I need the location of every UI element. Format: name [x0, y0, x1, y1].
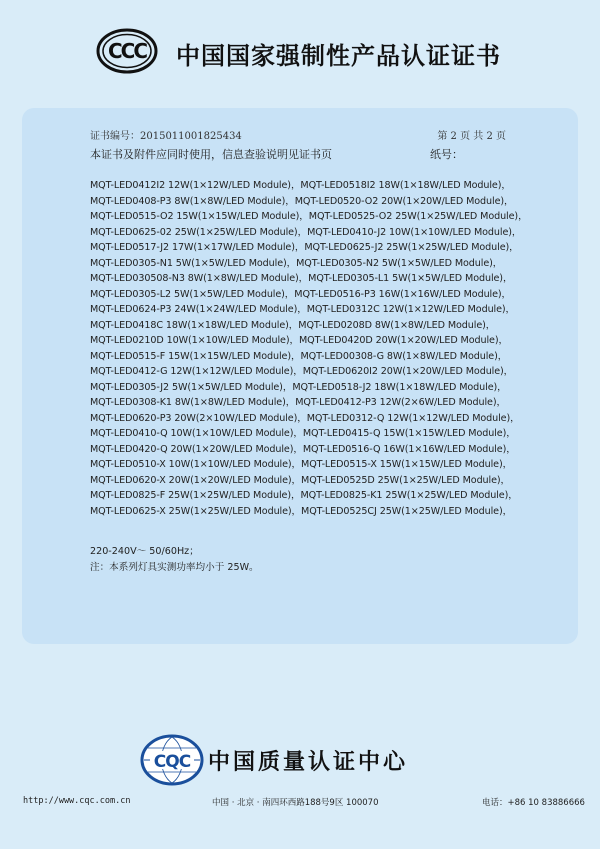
- organization-name: 中国质量认证中心: [208, 750, 409, 775]
- certificate-meta: [90, 127, 520, 143]
- model-line: MQT-LED0308-K1 8W(1×8W/LED Module)，MQT-LED0412-P3 12W(2×6W/LED Module)，: [90, 397, 506, 408]
- model-line: MQT-LED0515-O2 15W(1×15W/LED Module)，MQT-LED0525-O2 25W(1×25W/LED Module)，: [90, 211, 528, 222]
- certificate-note-line: [90, 146, 520, 162]
- model-line: MQT-LED0625-02 25W(1×25W/LED Module)，MQT-LED0410-J2 10W(1×10W/LED Module)，: [90, 226, 522, 238]
- telephone: 电话：+86 10 83886666: [482, 798, 585, 808]
- model-line: MQT-LED0305-L2 5W(1×5W/LED Module)，MQT-LED0516-P3 16W(1×16W/LED Module)，: [90, 288, 512, 300]
- model-line: MQT-LED0420-Q 20W(1×20W/LED Module)，MQT-LED0516-Q 16W(1×16W/LED Module)，: [90, 443, 516, 455]
- model-line: MQT-LED0305-N1 5W(1×5W/LED Module)，MQT-LED0305-N2 5W(1×5W/LED Module)，: [90, 257, 503, 269]
- model-list: [90, 178, 530, 519]
- certificate-header: [0, 0, 600, 100]
- usage-note: 本证书及附件应同时使用，信息查验说明见证书页: [90, 148, 332, 161]
- spec-block: [90, 544, 530, 575]
- svg-text:CCC: CCC: [107, 39, 147, 63]
- model-line: MQT-LED0418C 18W(1×18W/LED Module)，MQT-LED0208D 8W(1×8W/LED Module)，: [90, 319, 496, 331]
- model-line: MQT-LED0620-X 20W(1×20W/LED Module)，MQT-LED0525D 25W(1×25W/LED Module)，: [90, 474, 511, 486]
- ccc-logo-icon: [96, 28, 158, 74]
- model-line: MQT-LED0210D 10W(1×10W/LED Module)，MQT-LED0420D 20W(1×20W/LED Module)，: [90, 335, 508, 346]
- page-title: 中国国家强制性产品认证证书: [176, 42, 501, 70]
- cqc-logo-icon: [140, 734, 204, 786]
- model-line: MQT-LED0408-P3 8W(1×8W/LED Module)，MQT-LED0520-O2 20W(1×20W/LED Module)，: [90, 195, 514, 207]
- website-link[interactable]: http://www.cqc.com.cn: [23, 796, 131, 806]
- power-note: 注：本系列灯具实测功率均小于 25W。: [90, 561, 259, 573]
- model-line: MQT-LED030508-N3 8W(1×8W/LED Module)，MQT-LED0305-L1 5W(1×5W/LED Module)，: [90, 273, 513, 284]
- model-line: MQT-LED0305-J2 5W(1×5W/LED Module)，MQT-LED0518-J2 18W(1×18W/LED Module)，: [90, 381, 507, 393]
- model-line: MQT-LED0412I2 12W(1×12W/LED Module)，MQT-LED0518I2 18W(1×18W/LED Module)，: [90, 180, 511, 191]
- address: 中国 · 北京 · 南四环西路188号9区 100070: [212, 798, 379, 808]
- model-line: MQT-LED0410-Q 10W(1×10W/LED Module)，MQT-LED0415-Q 15W(1×15W/LED Module)，: [90, 428, 516, 439]
- page-footer: [0, 796, 600, 816]
- model-line: MQT-LED0825-F 25W(1×25W/LED Module)，MQT-LED0825-K1 25W(1×25W/LED Module)，: [90, 490, 518, 501]
- model-line: MQT-LED0517-J2 17W(1×17W/LED Module)，MQT-LED0625-J2 25W(1×25W/LED Module)，: [90, 242, 519, 253]
- model-line: MQT-LED0510-X 10W(1×10W/LED Module)，MQT-LED0515-X 15W(1×15W/LED Module)，: [90, 459, 513, 470]
- voltage-spec: 220-240V～ 50/60Hz；: [90, 546, 199, 557]
- model-line: MQT-LED0625-X 25W(1×25W/LED Module)，MQT-LED0525CJ 25W(1×25W/LED Module)，: [90, 505, 513, 517]
- paper-number-label: 纸号：: [430, 148, 463, 161]
- svg-text:CQC: CQC: [153, 752, 191, 772]
- certificate-number: 证书编号：2015011001825434: [90, 131, 242, 142]
- model-line: MQT-LED0624-P3 24W(1×24W/LED Module)，MQT-LED0312C 12W(1×12W/LED Module)，: [90, 304, 516, 315]
- model-line: MQT-LED0515-F 15W(1×15W/LED Module)，MQT-LED00308-G 8W(1×8W/LED Module)，: [90, 350, 508, 362]
- model-line: MQT-LED0412-G 12W(1×12W/LED Module)，MQT-LED0620I2 20W(1×20W/LED Module)，: [90, 366, 514, 377]
- page-indicator: 第 2 页 共 2 页: [437, 131, 506, 142]
- model-line: MQT-LED0620-P3 20W(2×10W/LED Module)，MQT-LED0312-Q 12W(1×12W/LED Module)，: [90, 412, 520, 424]
